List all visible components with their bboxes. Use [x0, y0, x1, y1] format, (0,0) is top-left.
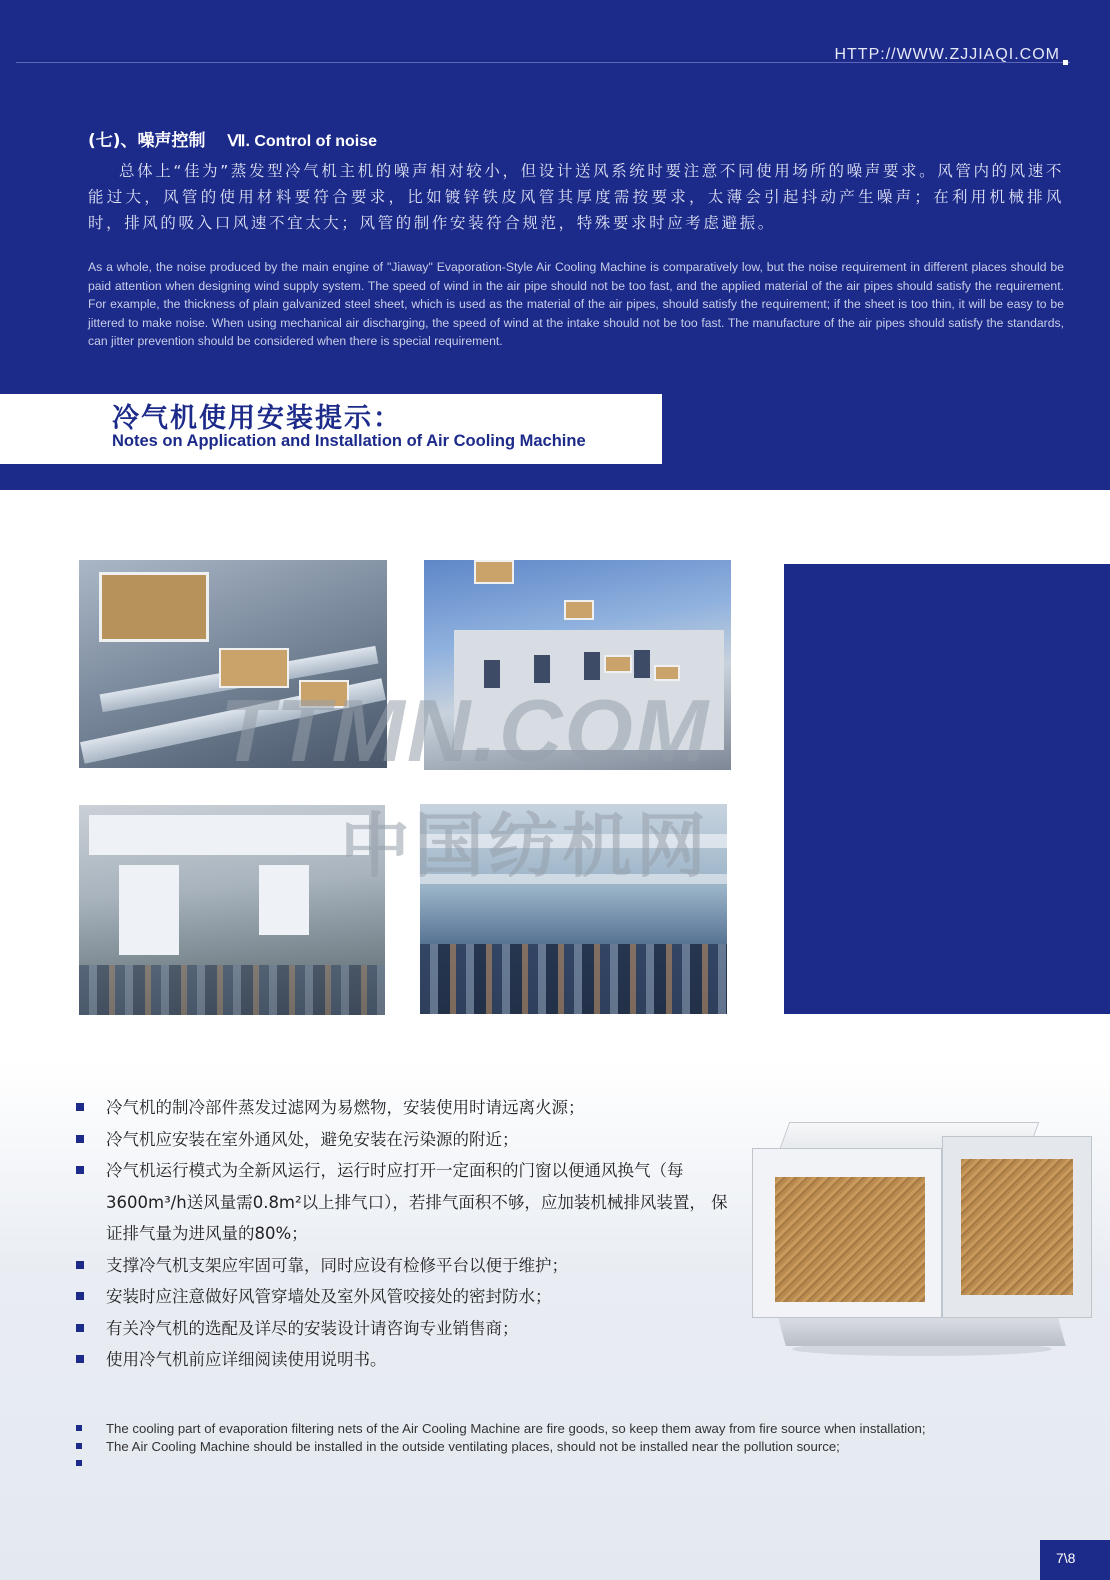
- list-item: 有关冷气机的选配及详尽的安装设计请咨询专业销售商；: [76, 1313, 736, 1345]
- installation-tips-section: [0, 1062, 1110, 1580]
- watermark-en: TTMN.COM: [220, 681, 711, 780]
- air-cooler-illustration: [752, 1122, 1082, 1372]
- notes-title-banner: [0, 394, 662, 464]
- list-item: 冷气机运行模式为全新风运行，运行时应打开一定面积的门窗以便通风换气（每3600m³/h送风量需0.8m²以上排气口），若排气面积不够，应加装机械排风装置， 保证排气量为进风量的80%；: [76, 1155, 736, 1250]
- noise-paragraph-en: As a whole, the noise produced by the main engine of "Jiaway" Evaporation-Style Air Cooling Machine is comparatively low, but the noise requirement in different places should be paid attention when designing wind supply system. The speed of wind in the air pipe should not be too fast, and the applied material of the air pipes should satisfy the requirement. For example, the thickness of plain galvanized steel sheet, which is used as the material of the air pipes, should satisfy the requirement; if the sheet is too thin, it will be easy to be jittered to make noise. When using mechanical air discharging, the speed of wind at the intake should not be too fast. The manufacture of the air pipes should satisfy the standards, can jitter prevention should be considered when there is special requirement.: [88, 260, 1064, 349]
- list-item: 使用冷气机前应详细阅读使用说明书。: [76, 1344, 736, 1376]
- noise-paragraph-zh: 总体上“佳为”蒸发型冷气机主机的噪声相对较小，但设计送风系统时要注意不同使用场所的噪声要求。风管内的风速不能过大，风管的使用材料要符合要求，比如镀锌铁皮风管其厚度需按要求，太薄会引起抖动产生噪声；在利用机械排风时，排风的吸入口风速不宜太大；风管的制作安装符合规范，特殊要求时应考虑避振。: [88, 162, 1064, 232]
- bullet-icon: [76, 1460, 82, 1466]
- bullet-icon: [76, 1261, 84, 1269]
- list-item: 冷气机的制冷部件蒸发过滤网为易燃物，安装使用时请远离火源；: [76, 1092, 736, 1124]
- list-item: The Air Cooling Machine should be installed in the outside ventilating places, should not be installed near the pollution source;: [76, 1438, 1086, 1456]
- bullet-icon: [76, 1166, 84, 1174]
- bullet-icon: [76, 1135, 84, 1143]
- bullet-icon: [76, 1355, 84, 1363]
- installation-photos: [0, 490, 1110, 1062]
- bullet-icon: [76, 1443, 82, 1449]
- list-item: 冷气机应安装在室外通风处，避免安装在污染源的附近；: [76, 1124, 736, 1156]
- notes-title-zh: 冷气机使用安装提示：: [112, 403, 402, 434]
- bullet-icon: [76, 1324, 84, 1332]
- noise-heading: [88, 126, 377, 151]
- website-url: HTTP://WWW.ZJJIAQI.COM: [834, 46, 1060, 63]
- header-dot: [1063, 60, 1068, 65]
- list-item: 安装时应注意做好风管穿墙处及室外风管咬接处的密封防水；: [76, 1281, 736, 1313]
- cooling-pad-right: [961, 1159, 1073, 1295]
- cooling-pad-left: [775, 1177, 925, 1302]
- noise-heading-en: Ⅶ. Control of noise: [227, 133, 378, 150]
- bullet-icon: [76, 1292, 84, 1300]
- list-item: The cooling part of evaporation filtering nets of the Air Cooling Machine are fire goods, so keep them away from fire source when installation;: [76, 1420, 1086, 1438]
- page-number: 7\8: [1040, 1540, 1110, 1580]
- list-item: [76, 1455, 1086, 1473]
- navy-accent-block: [784, 564, 1110, 1014]
- tips-list-en: [76, 1420, 1086, 1473]
- watermark-zh: 中国纺机网: [340, 805, 710, 887]
- tips-list-zh: [76, 1092, 736, 1376]
- noise-heading-zh: (七)、噪声控制: [88, 131, 206, 151]
- bullet-icon: [76, 1103, 84, 1111]
- bullet-icon: [76, 1425, 82, 1431]
- notes-title-en: Notes on Application and Installation of Air Cooling Machine: [112, 432, 586, 450]
- list-item: 支撑冷气机支架应牢固可靠，同时应设有检修平台以便于维护；: [76, 1250, 736, 1282]
